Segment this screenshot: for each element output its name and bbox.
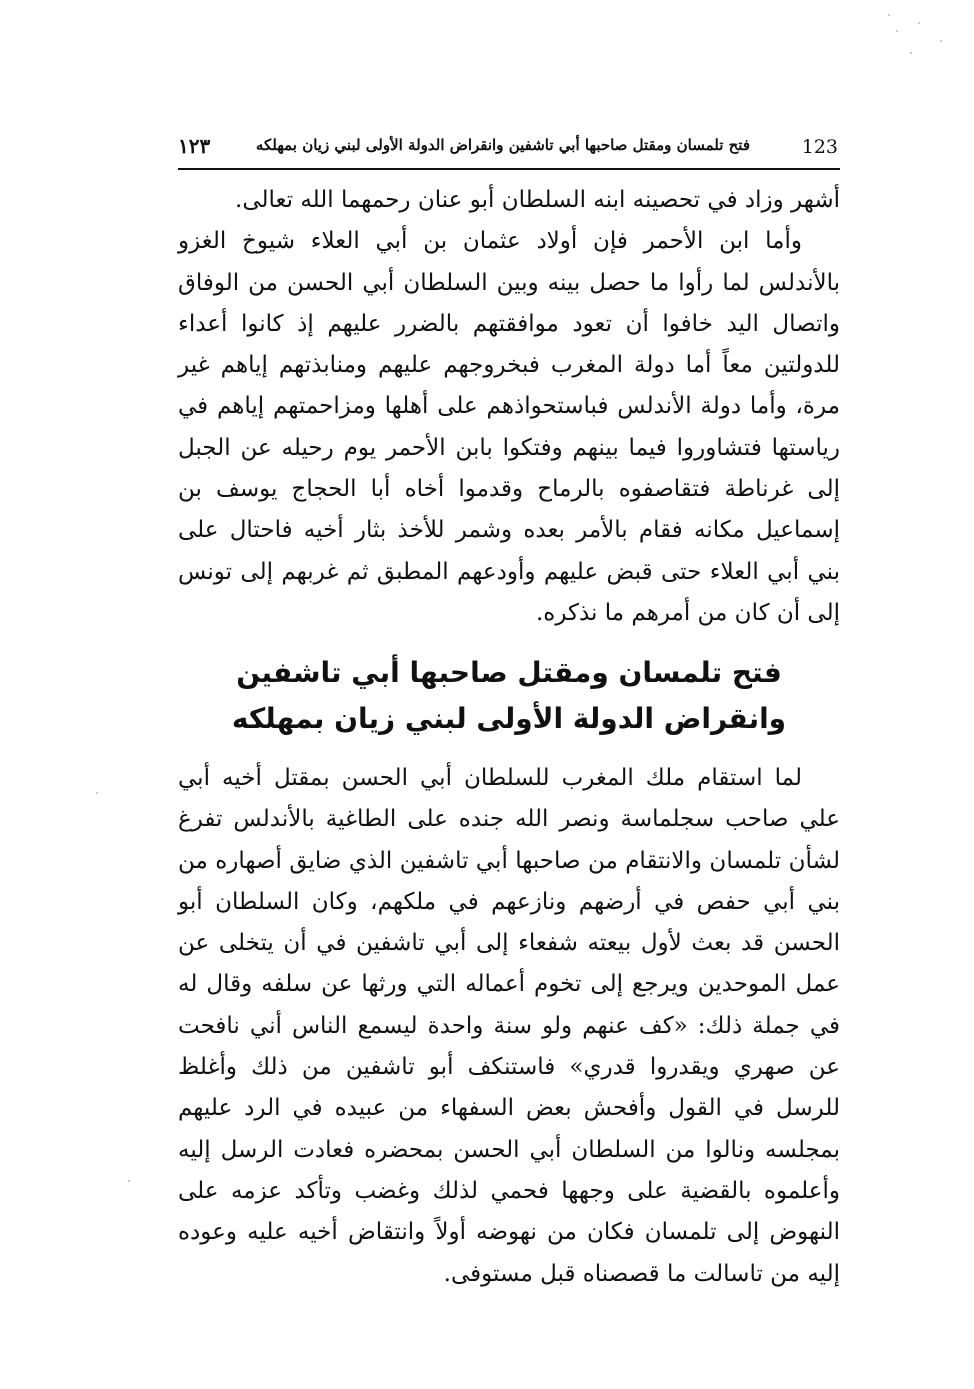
scan-speck (96, 792, 98, 794)
scan-speck (888, 14, 890, 16)
running-header (178, 130, 838, 166)
paragraph-tlemcen: لما استقام ملك المغرب للسلطان أبي الحسن بمقتل أخيه أبي علي صاحب سجلماسة ونصر الله جنده على الطاغية بالأندلس تفرغ لشأن تلمسان والانتقام من صاحبها أبي تاشفين الذي ضايق أصهاره من بني أبي حفص في أرضهم ونازعهم في ملكهم، وكان السلطان أبو الحسن قد بعث لأول بيعته شفعاء إلى أبي تاشفين في أن يتخلى عن عمل الموحدين ويرجع إلى تخوم أعماله التي ورثها عن سلفه وقال له في جملة ذلك: «كف عنهم ولو سنة واحدة ليسمع الناس أني نافحت عن صهري ويقدروا قدري» فاستنكف أبو تاشفين من ذلك وأغلظ للرسل في القول وأفحش بعض السفهاء من عبيده في الرد عليهم بمجلسه ونالوا من السلطان أبي الحسن بمحضره فعادت الرسل إليه وأعلموه بالقضية على وجهها فحمي لذلك وغضب وتأكد عزمه على النهوض إلى تلمسان فكان من نهوضه أولاً وانتقاض أخيه عليه وعوده إليه من تاسالت ما قصصناه قبل مستوفى. (178, 765, 840, 1287)
scan-speck (910, 52, 912, 54)
section-heading (178, 650, 840, 742)
page-number-arabic: ١٢٣ (178, 134, 211, 158)
body-text-bottom (178, 758, 840, 1295)
paragraph-ibn-al-ahmar: وأما ابن الأحمر فإن أولاد عثمان بن أبي العلاء شيوخ الغزو بالأندلس لما رأوا ما حصل بينه وبين السلطان أبي الحسن من الوفاق واتصال اليد خافوا أن تعود موافقتهم بالضرر عليهم إذ كانوا أعداء للدولتين معاً أما دولة المغرب فبخروجهم عليهم ومنابذتهم إياهم غير مرة، وأما دولة الأندلس فباستحواذهم على أهلها ومزاحمتهم إياهم في رياستها فتشاوروا فيما بينهم وفتكوا بابن الأحمر يوم رحيله عن الجبل إلى غرناطة فتقاصفوه بالرماح وقدموا أخاه أبا الحجاج يوسف بن إسماعيل مكانه فقام بالأمر بعده وشمر للأخذ بثار أخيه فاحتال على بني أبي العلاء حتى قبض عليهم وأودعهم المطبق ثم غربهم إلى تونس إلى أن كان من أمرهم ما نذكره. (178, 228, 840, 626)
scan-speck (940, 40, 942, 42)
page-number-latin: 123 (801, 136, 838, 158)
scan-speck (128, 1180, 130, 1182)
body-text-top (178, 180, 840, 634)
section-heading-line-2: وانقراض الدولة الأولى لبني زيان بمهلكه (231, 702, 787, 735)
scan-speck (918, 22, 920, 24)
running-title: فتح تلمسان ومقتل صاحبها أبي تاشفين وانقراض الدولة الأولى لبني زيان بمهلكه (255, 136, 750, 154)
header-rule (178, 168, 840, 170)
paragraph-continuation: أشهر وزاد في تحصينه ابنه السلطان أبو عنان رحمهما الله تعالى. (235, 187, 840, 213)
scan-speck (896, 30, 898, 32)
section-heading-line-1: فتح تلمسان ومقتل صاحبها أبي تاشفين (236, 656, 782, 689)
